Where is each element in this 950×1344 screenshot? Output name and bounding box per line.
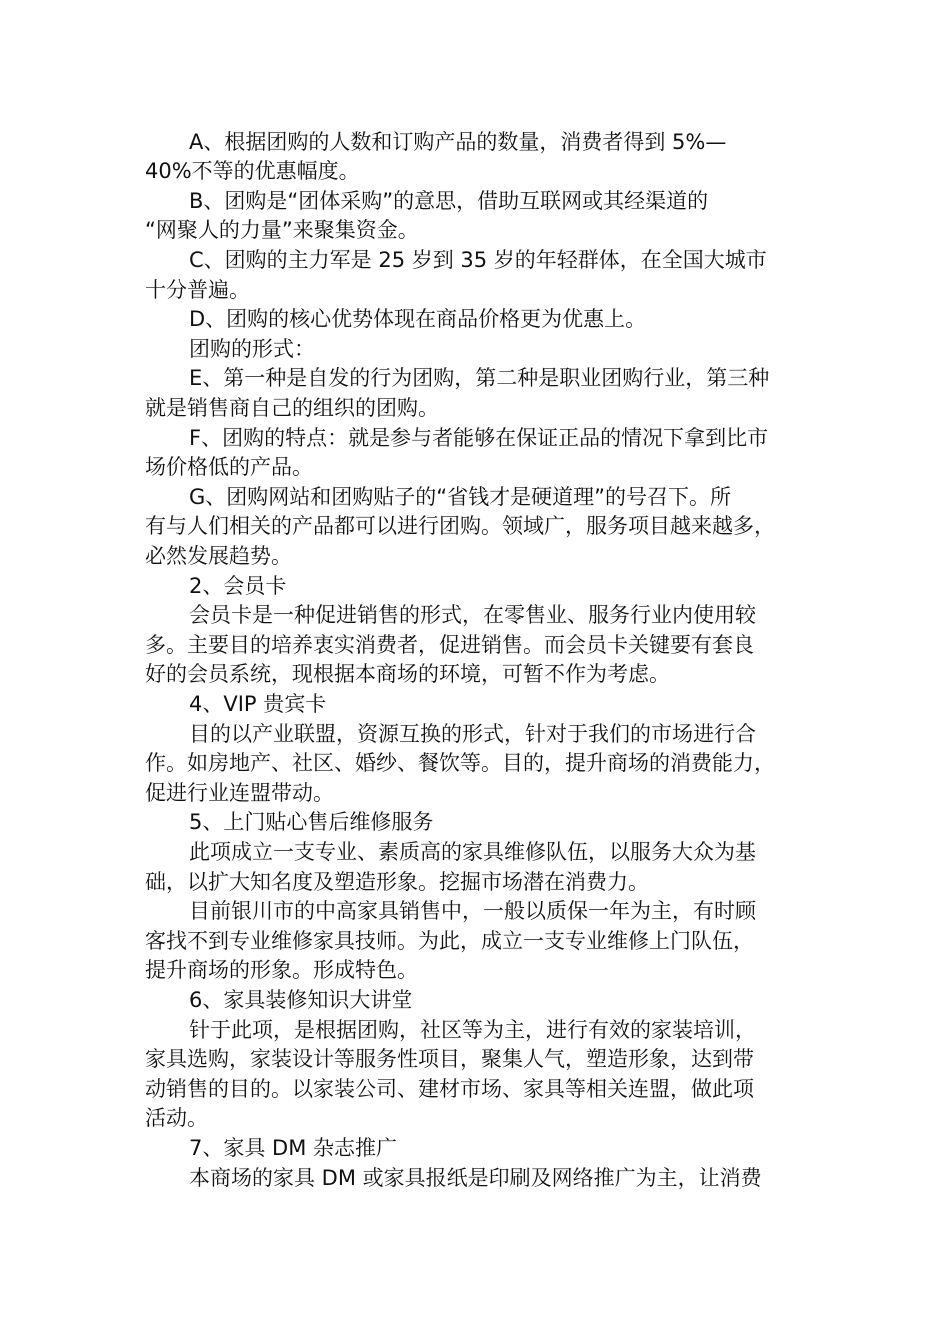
text-line: 就是销售商自己的组织的团购。 [145, 396, 439, 420]
text-line: 十分普遍。 [145, 278, 250, 302]
text-line: 客找不到专业维修家具技师。为此，成立一支专业维修上门队伍， [145, 929, 754, 953]
text-line: C、团购的主力军是 25 岁到 35 岁的年轻群体，在全国大城市 [189, 248, 767, 272]
text-line: “网聚人的力量”来聚集资金。 [145, 218, 419, 242]
text-line: 提升商场的形象。形成特色。 [145, 958, 418, 982]
section-heading: 6、家具装修知识大讲堂 [189, 988, 413, 1012]
text-line: 家具选购，家装设计等服务性项目，聚集人气，塑造形象，达到带 [145, 1047, 754, 1071]
text-line: B、团购是“团体采购”的意思，借助互联网或其经渠道的 [189, 189, 709, 213]
text-line: 目前银川市的中高家具销售中，一般以质保一年为主，有时顾 [189, 899, 756, 923]
text-line: G、团购网站和团购贴子的“省钱才是硬道理”的号召下。所 [189, 485, 732, 509]
text-line: 此项成立一支专业、素质高的家具维修队伍，以服务大众为基 [189, 840, 756, 864]
text-line: 必然发展趋势。 [145, 544, 292, 568]
text-line: 场价格低的产品。 [145, 455, 313, 479]
section-heading: 5、上门贴心售后维修服务 [189, 810, 434, 834]
text-line: 础，以扩大知名度及塑造形象。挖掘市场潜在消费力。 [145, 870, 649, 894]
text-line: 40%不等的优惠幅度。 [145, 159, 360, 183]
text-line: 本商场的家具 DM 或家具报纸是印刷及网络推广为主，让消费 [189, 1166, 762, 1190]
text-line: 针于此项，是根据团购，社区等为主，进行有效的家装培训， [189, 1018, 756, 1042]
section-heading: 7、家具 DM 杂志推广 [189, 1136, 397, 1160]
text-line: 目的以产业联盟，资源互换的形式，针对于我们的市场进行合 [189, 722, 756, 746]
text-line: F、团购的特点：就是参与者能够在保证正品的情况下拿到比市 [189, 426, 769, 450]
text-line: E、第一种是自发的行为团购，第二种是职业团购行业，第三种 [189, 366, 770, 390]
text-line: 有与人们相关的产品都可以进行团购。领域广，服务项目越来越多， [145, 514, 775, 538]
text-line: 活动。 [145, 1106, 208, 1130]
text-line: D、团购的核心优势体现在商品价格更为优惠上。 [189, 307, 647, 331]
text-line: 动销售的目的。以家装公司、建材市场、家具等相关连盟，做此项 [145, 1077, 754, 1101]
section-heading: 2、会员卡 [189, 574, 287, 598]
text-line: 促进行业连盟带动。 [145, 781, 334, 805]
text-line: 好的会员系统，现根据本商场的环境，可暂不作为考虑。 [145, 662, 670, 686]
text-line: 作。如房地产、社区、婚纱、餐饮等。目的，提升商场的消费能力， [145, 751, 775, 775]
text-line: 多。主要目的培养衷实消费者，促进销售。而会员卡关键要有套良 [145, 633, 754, 657]
text-line: A、根据团购的人数和订购产品的数量，消费者得到 5%— [189, 130, 727, 154]
section-heading: 团购的形式： [189, 337, 315, 361]
section-heading: 4、VIP 贵宾卡 [189, 692, 327, 716]
text-line: 会员卡是一种促进销售的形式，在零售业、服务行业内使用较 [189, 603, 756, 627]
